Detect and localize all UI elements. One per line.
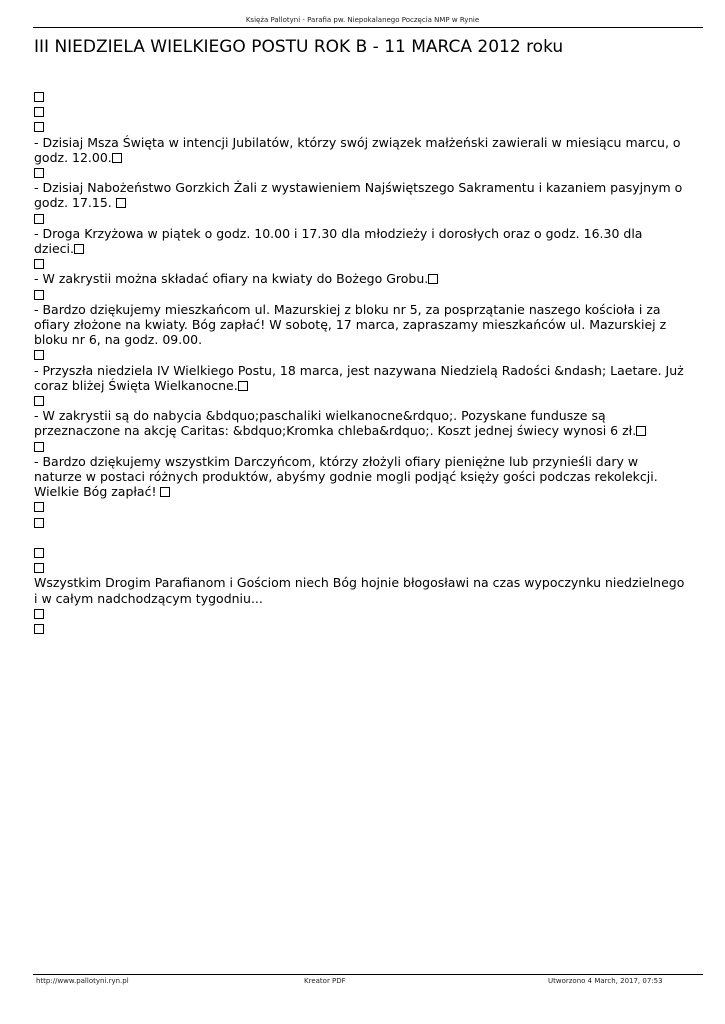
header-divider <box>33 27 703 28</box>
missing-glyph-icon <box>112 153 122 163</box>
missing-glyph-icon <box>34 563 44 573</box>
missing-glyph-icon <box>238 381 248 391</box>
placeholder-glyph-line <box>34 393 686 408</box>
missing-glyph-icon <box>34 214 44 224</box>
announcement-text: - Bardzo dziękujemy mieszkańcom ul. Mazurskiej z bloku nr 5, za posprzątanie naszego kościoła i za ofiary złożone na kwiaty. Bóg zapłać! W sobotę, 17 marca, zapraszamy mieszkańców ul. Mazurskiej z bloku nr 6, na godz. 09.00. <box>34 301 667 348</box>
page-title: III NIEDZIELA WIELKIEGO POSTU ROK B - 11 MARCA 2012 roku <box>34 37 564 57</box>
placeholder-glyph-line <box>34 560 686 575</box>
announcement-item <box>34 454 686 500</box>
missing-glyph-icon <box>34 92 44 102</box>
announcement-text: - Droga Krzyżowa w piątek o godz. 10.00 i 17.30 dla młodzieży i dorosłych oraz o godz. 16.30 dla dzieci. <box>34 225 643 257</box>
missing-glyph-icon <box>34 502 44 512</box>
announcement-item <box>34 180 686 210</box>
announcement-text: - Dzisiaj Nabożeństwo Gorzkich Żali z wystawieniem Najświętszego Sakramentu i kazaniem pasyjnym o godz. 17.15. <box>34 180 683 211</box>
placeholder-glyph-line <box>34 119 686 134</box>
missing-glyph-icon <box>34 168 44 178</box>
closing-blessing: Wszystkim Drogim Parafianom i Gościom niech Bóg hojnie błogosławi na czas wypoczynku niedzielnego i w całym nadchodzącym tygodniu... <box>34 575 685 606</box>
placeholder-glyph-line <box>34 606 686 621</box>
announcement-text: - Przyszła niedziela IV Wielkiego Postu, 18 marca, jest nazywana Niedzielą Radości &ndash; Laetare. Już coraz bliżej Święta Wielkanocne. <box>34 362 684 393</box>
missing-glyph-icon <box>34 122 44 132</box>
missing-glyph-icon <box>34 396 44 406</box>
announcement-text: - Dzisiaj Msza Święta w intencji Jubilatów, którzy swój związek małżeński zawierali w miesiącu marcu, o godz. 12.00. <box>34 134 681 165</box>
placeholder-glyph-line <box>34 104 686 119</box>
missing-glyph-icon <box>34 107 44 117</box>
missing-glyph-icon <box>428 274 438 284</box>
placeholder-glyph-line <box>34 165 686 180</box>
placeholder-glyph-line <box>34 545 686 560</box>
footer-url: http://www.pallotyni.ryn.pl <box>36 977 129 985</box>
missing-glyph-icon <box>34 518 44 528</box>
placeholder-glyph-line <box>34 439 686 454</box>
placeholder-glyph-line <box>34 211 686 226</box>
placeholder-glyph-line <box>34 499 686 514</box>
announcement-item <box>34 408 686 438</box>
missing-glyph-icon <box>74 244 84 254</box>
announcement-item <box>34 363 686 393</box>
announcement-item <box>34 226 686 256</box>
placeholder-glyph-line <box>34 256 686 271</box>
missing-glyph-icon <box>34 290 44 300</box>
placeholder-glyph-line <box>34 89 686 104</box>
footer-generator: Kreator PDF <box>304 977 346 985</box>
missing-glyph-icon <box>34 442 44 452</box>
announcement-text: - Bardzo dziękujemy wszystkim Darczyńcom, którzy złożyli ofiary pieniężne lub przynieśli dary w naturze w postaci różnych produktów, abyśmy godnie mogli podjąć księży gości podczas rekolekcji. Wielkie Bóg zapłać! <box>34 453 658 500</box>
placeholder-glyph-line <box>34 621 686 636</box>
placeholder-glyph-line <box>34 347 686 362</box>
missing-glyph-icon <box>34 259 44 269</box>
footer-created-date: Utworzono 4 March, 2017, 07:53 <box>548 977 663 985</box>
page-header: Księża Pallotyni - Parafia pw. Niepokalanego Poczęcia NMP w Rynie <box>245 16 480 24</box>
missing-glyph-icon <box>636 426 646 436</box>
missing-glyph-icon <box>34 609 44 619</box>
missing-glyph-icon <box>34 350 44 360</box>
document-body <box>34 89 686 636</box>
missing-glyph-icon <box>34 548 44 558</box>
spacer <box>34 530 686 545</box>
missing-glyph-icon <box>34 624 44 634</box>
missing-glyph-icon <box>116 198 126 208</box>
announcement-item <box>34 271 686 286</box>
announcement-text: - W zakrystii można składać ofiary na kwiaty do Bożego Grobu. <box>34 271 429 287</box>
footer-divider <box>33 974 703 975</box>
announcement-item <box>34 135 686 165</box>
missing-glyph-icon <box>160 487 170 497</box>
announcement-item <box>34 302 686 348</box>
announcement-text: - W zakrystii są do nabycia &bdquo;paschaliki wielkanocne&rdquo;. Pozyskane fundusze są przeznaczone na akcję Caritas: &bdquo;Kromka chleba&rdquo;. Koszt jednej świecy wynosi 6 zł. <box>34 408 637 439</box>
placeholder-glyph-line <box>34 287 686 302</box>
placeholder-glyph-line <box>34 515 686 530</box>
